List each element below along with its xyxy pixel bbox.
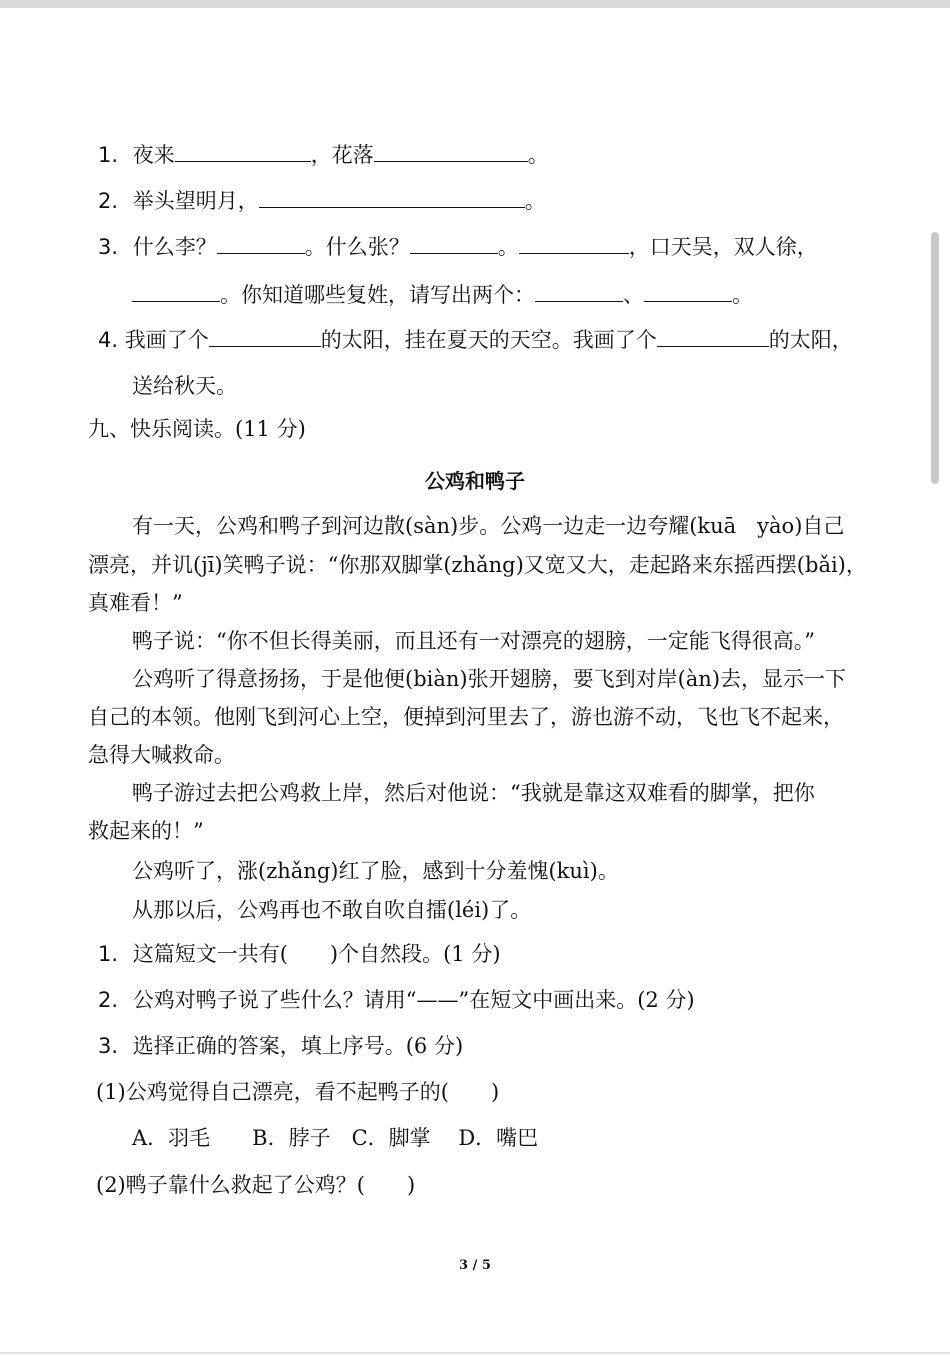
question-text: 。 bbox=[524, 189, 546, 213]
story-line: 救起来的！” bbox=[88, 819, 204, 843]
answer-blank[interactable] bbox=[132, 281, 220, 302]
story-line: 急得大喊救命。 bbox=[88, 743, 235, 767]
answer-blank[interactable] bbox=[535, 281, 623, 302]
fill-question-1 bbox=[98, 141, 549, 169]
story-title: 公鸡和鸭子 bbox=[425, 469, 525, 493]
fill-question-3 bbox=[98, 233, 818, 261]
story-line: 真难看！” bbox=[88, 591, 183, 615]
scrollbar[interactable] bbox=[931, 232, 939, 484]
question-number: 2. bbox=[98, 189, 119, 213]
fill-question-3-cont bbox=[132, 281, 753, 309]
question-text: 。 bbox=[497, 235, 519, 259]
reading-question-1 bbox=[98, 940, 501, 968]
sub-question-1: (1)公鸡觉得自己漂亮，看不起鸭子的( ) bbox=[96, 1080, 500, 1104]
question-number: 1. bbox=[98, 942, 119, 966]
story-line: 鸭子说：“你不但长得美丽，而且还有一对漂亮的翅膀，一定能飞得很高。” bbox=[132, 629, 815, 653]
answer-blank[interactable] bbox=[374, 141, 528, 162]
question-text: ，花落 bbox=[310, 143, 374, 167]
answer-blank[interactable] bbox=[217, 233, 305, 254]
question-text: 这篇短文一共有( )个自然段。(1 分) bbox=[132, 942, 501, 966]
answer-blank[interactable] bbox=[410, 233, 498, 254]
question-text: 。 bbox=[732, 283, 753, 307]
page-number: 3 / 5 bbox=[459, 1258, 491, 1273]
question-text: 公鸡对鸭子说了些什么？请用“——”在短文中画出来。(2 分) bbox=[132, 988, 695, 1012]
story-line: 公鸡听了，涨(zhǎng)红了脸，感到十分羞愧(kuì)。 bbox=[132, 859, 619, 883]
fill-question-4-cont bbox=[132, 372, 237, 400]
story-line: 漂亮，并讥(jī)笑鸭子说：“你那双脚掌(zhǎng)又宽又大，走起路来东摇西摆(bǎi)， bbox=[88, 553, 867, 577]
question-text: 的太阳， bbox=[768, 328, 853, 352]
fill-question-4 bbox=[98, 326, 853, 354]
fill-question-2 bbox=[98, 187, 546, 215]
question-text: 我画了个 bbox=[124, 328, 209, 352]
answer-blank[interactable] bbox=[175, 141, 311, 162]
question-text: 、 bbox=[623, 283, 644, 307]
question-text: 选择正确的答案，填上序号。(6 分) bbox=[132, 1034, 464, 1058]
story-line: 自己的本领。他刚飞到河心上空，便掉到河里去了，游也游不动，飞也飞不起来， bbox=[88, 705, 844, 729]
question-text: ，口天吴，双人徐， bbox=[628, 235, 818, 259]
question-number: 4. bbox=[98, 328, 119, 352]
question-text: 。 bbox=[527, 143, 549, 167]
answer-blank[interactable] bbox=[209, 326, 321, 347]
story-line: 鸭子游过去把公鸡救上岸，然后对他说：“我就是靠这双难看的脚掌，把你 bbox=[132, 781, 815, 805]
question-text: 。什么张？ bbox=[304, 235, 410, 259]
question-text: 。你知道哪些复姓，请写出两个： bbox=[220, 283, 535, 307]
question-number: 3. bbox=[98, 235, 119, 259]
answer-blank[interactable] bbox=[644, 281, 732, 302]
reading-question-2 bbox=[98, 986, 695, 1014]
reading-question-3 bbox=[98, 1032, 463, 1060]
story-line: 从那以后，公鸡再也不敢自吹自擂(léi)了。 bbox=[132, 898, 532, 922]
question-text: 什么李？ bbox=[132, 235, 217, 259]
sub-question-2: (2)鸭子靠什么救起了公鸡？( ) bbox=[96, 1173, 416, 1197]
answer-blank[interactable] bbox=[259, 187, 525, 208]
question-text: 的太阳，挂在夏天的天空。我画了个 bbox=[320, 328, 657, 352]
section-heading: 九、快乐阅读。(11 分) bbox=[88, 417, 306, 441]
top-bar bbox=[0, 0, 950, 8]
question-text: 举头望明月， bbox=[132, 189, 259, 213]
answer-blank[interactable] bbox=[657, 326, 769, 347]
story-line: 有一天，公鸡和鸭子到河边散(sàn)步。公鸡一边走一边夸耀(kuā yào)自己 bbox=[132, 514, 845, 538]
bottom-divider bbox=[0, 1352, 950, 1354]
answer-blank[interactable] bbox=[519, 233, 629, 254]
question-text: 夜来 bbox=[132, 143, 175, 167]
answer-options: A．羽毛 B．脖子 C．脚掌 D．嘴巴 bbox=[132, 1126, 539, 1150]
question-number: 2. bbox=[98, 988, 119, 1012]
question-number: 3. bbox=[98, 1034, 119, 1058]
story-line: 公鸡听了得意扬扬，于是他便(biàn)张开翅膀，要飞到对岸(àn)去，显示一下 bbox=[132, 667, 847, 691]
question-number: 1. bbox=[98, 143, 119, 167]
question-text: 送给秋天。 bbox=[132, 374, 237, 398]
